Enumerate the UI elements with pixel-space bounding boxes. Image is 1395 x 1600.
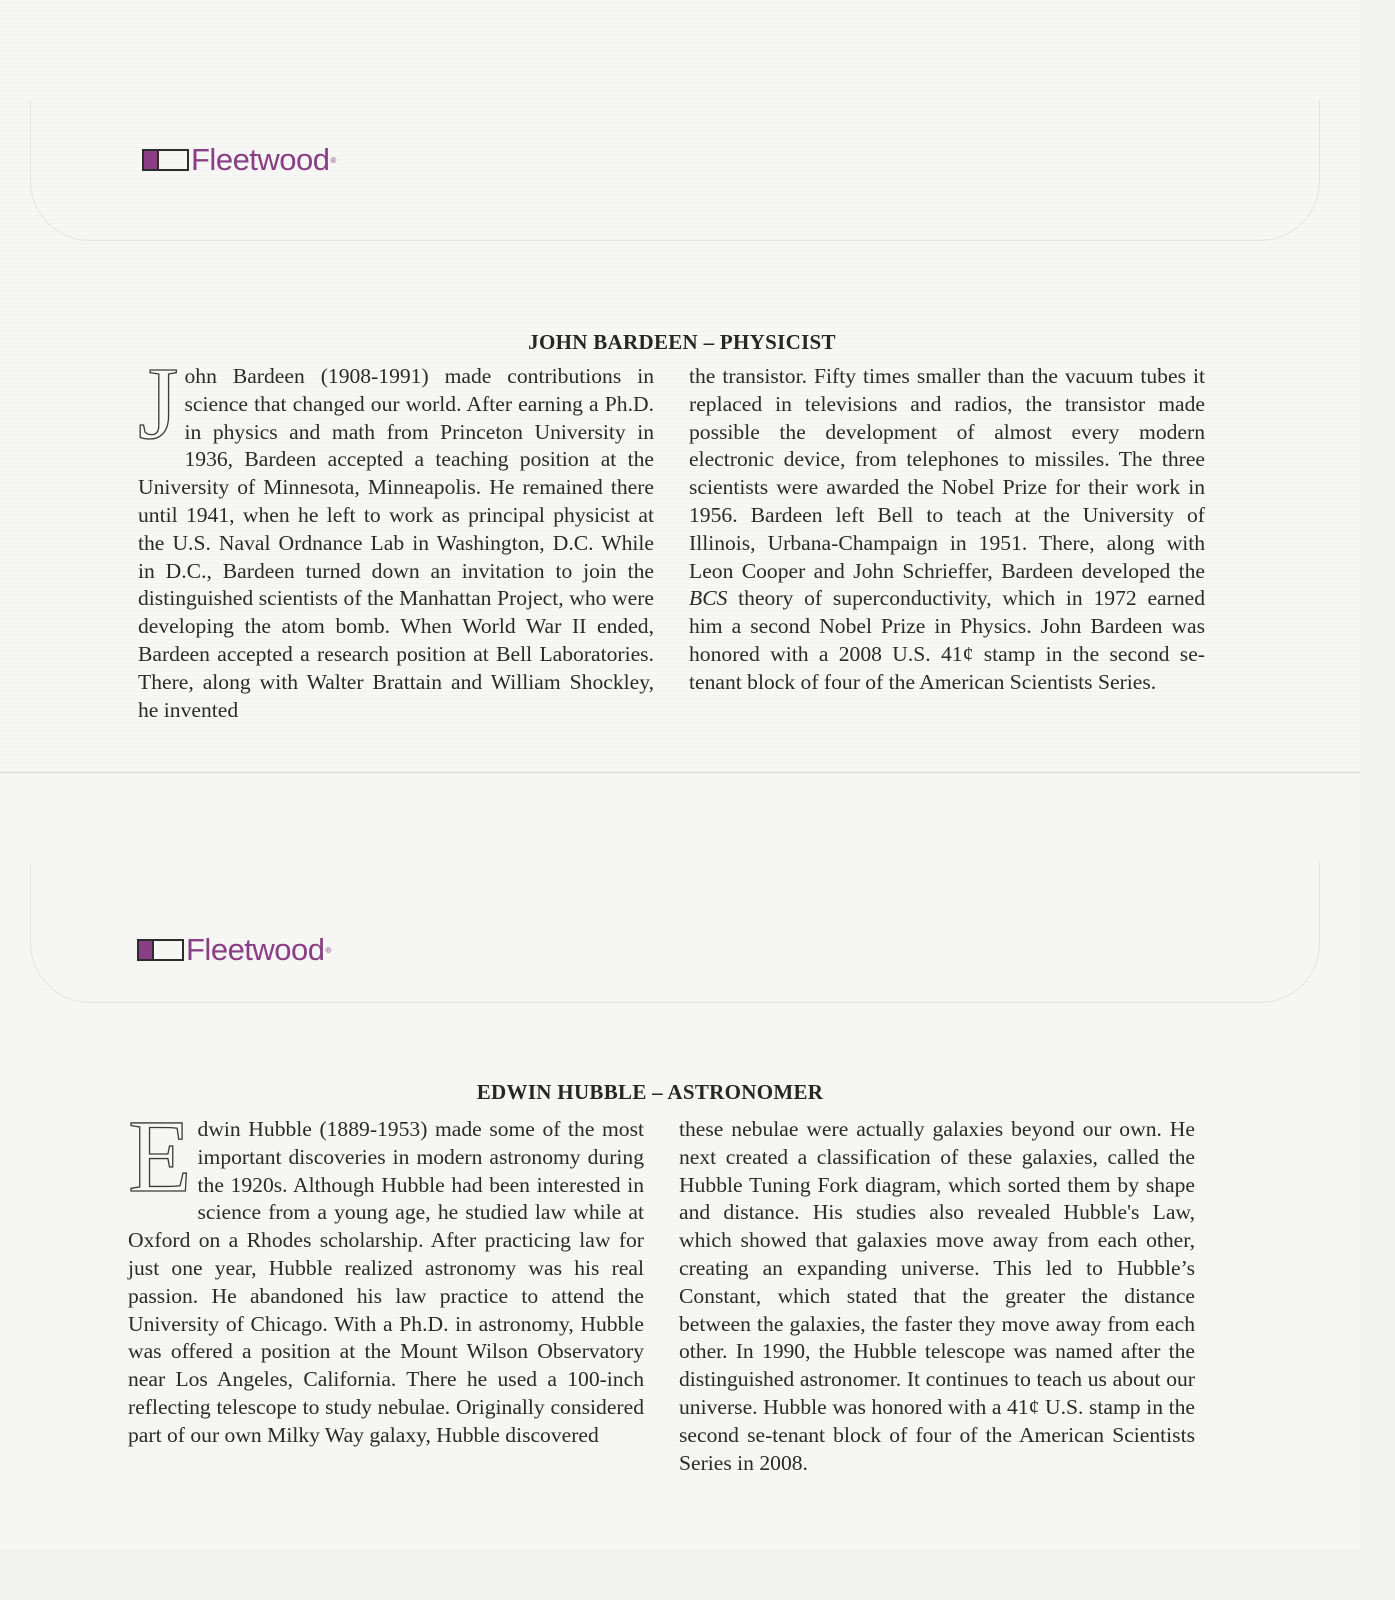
registered-mark: ® xyxy=(325,945,331,955)
article-title: JOHN BARDEEN – PHYSICIST xyxy=(528,330,836,354)
column-text: dwin Hubble (1889-1953) made some of the most important discoveries in modern astronomy during the 1920s. Although Hubble had been interested in science from a young age, he studied law while at Oxford on a Rhodes scholarship. After practicing law for just one year, Hubble realized astronomy was his real passion. He abandoned his law practice to attend the University of Chicago. With a Ph.D. in astronomy, Hubble was offered a position at the Mount Wilson Observatory near Los Angeles, California. There he used a 100-inch reflecting telescope to study nebulae. Originally considered part of our own Milky Way galaxy, Hubble discovered xyxy=(128,1117,644,1447)
article-column-right xyxy=(679,1116,1195,1477)
fleetwood-logo xyxy=(142,142,336,178)
envelope-bardeen xyxy=(0,0,1360,773)
article-column-left xyxy=(138,346,654,724)
brand-name: Fleetwood xyxy=(186,932,325,967)
article-column-left xyxy=(128,1099,644,1450)
fleetwood-logo-icon xyxy=(137,939,184,961)
fleetwood-logo-icon xyxy=(142,149,189,171)
column-text: the transistor. Fifty times smaller than the vacuum tubes it replaced in televisions and radios, the transistor made possible the development of almost every modern electronic device, from telephones to missiles. The three scientists were awarded the Nobel Prize for their work in 1956. Bardeen left Bell to teach at the University of Illinois, Urbana-Champaign in 1951. There, along with Leon Cooper and John Schrieffer, Bardeen developed the xyxy=(689,364,1205,583)
registered-mark: ® xyxy=(330,155,336,165)
article-title: EDWIN HUBBLE – ASTRONOMER xyxy=(476,1080,824,1104)
fleetwood-logo xyxy=(137,932,331,968)
brand-name: Fleetwood xyxy=(191,142,330,177)
envelope-hubble xyxy=(0,774,1360,1550)
column-text: theory of superconductivity, which in 1972 earned him a second Nobel Prize in Physics. John Bardeen was honored with a 2008 U.S. 41¢ stamp in the second se-tenant block of four of the American Scientists Series. xyxy=(689,586,1205,694)
drop-cap: J xyxy=(138,346,179,461)
italic-term: BCS xyxy=(689,586,728,611)
article-column-right xyxy=(689,363,1205,697)
column-text: these nebulae were actually galaxies beyond our own. He next created a classification of these galaxies, called the Hubble Tuning Fork diagram, which sorted them by shape and distance. His studies also revealed Hubble's Law, which showed that galaxies move away from each other, creating an expanding universe. This led to Hubble’s Constant, which stated that the greater the distance between the galaxies, the faster they move away from each other. In 1990, the Hubble telescope was named after the distinguished astronomer. It continues to teach us about our universe. Hubble was honored with a 41¢ U.S. stamp in the second se-tenant block of four of the American Scientists Series in 2008. xyxy=(679,1117,1195,1475)
column-text: ohn Bardeen (1908-1991) made contributions in science that changed our world. After earning a Ph.D. in physics and math from Princeton University in 1936, Bardeen accepted a teaching position at the University of Minnesota, Minneapolis. He remained there until 1941, when he left to work as principal physicist at the U.S. Naval Ordnance Lab in Washington, D.C. While in D.C., Bardeen turned down an invitation to join the distinguished scientists of the Manhattan Project, who were developing the atom bomb. When World War II ended, Bardeen accepted a research position at Bell Laboratories. There, along with Walter Brattain and William Shockley, he invented xyxy=(138,364,654,722)
drop-cap: E xyxy=(128,1099,192,1214)
